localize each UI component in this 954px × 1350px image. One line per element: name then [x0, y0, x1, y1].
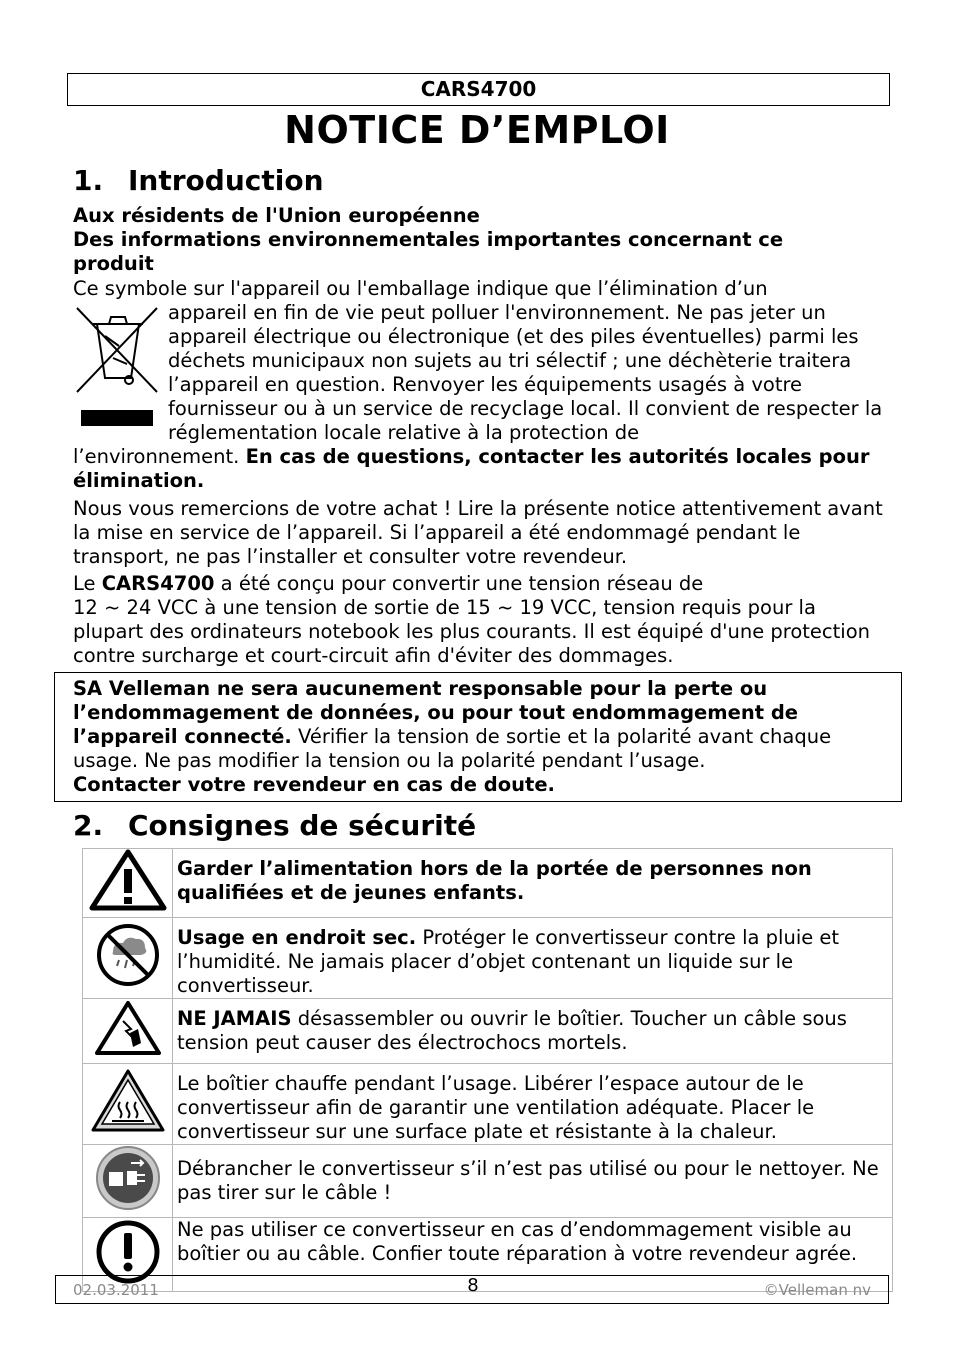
disclaimer-bold-2: Contacter votre revendeur en cas de doute. [73, 773, 555, 796]
thanks-paragraph: Nous vous remercions de votre achat ! Lire la présente notice attentivement avant la mise en service de l’appareil. Si l’appareil a été endommagé pendant le transport, ne pas l’installer et consulter votre revendeur. [73, 497, 883, 568]
safety-row [83, 1145, 893, 1218]
safety-text-cell [173, 918, 893, 999]
safety-bold: NE JAMAIS [177, 1007, 292, 1030]
safety-text-cell [173, 1064, 893, 1145]
safety-text-cell [173, 999, 893, 1064]
safety-table [82, 848, 893, 1292]
weee-end-bold: En cas de questions, contacter les autorités locales pour élimination. [73, 445, 870, 492]
section-heading-safety [73, 809, 476, 843]
safety-bold: Usage en endroit sec. [177, 926, 417, 949]
safety-text: désassembler ou ouvrir le boîtier. Toucher un câble sous tension peut causer des électrochocs mortels. [177, 1007, 847, 1054]
page-footer [55, 1275, 889, 1304]
safety-icon-cell [83, 1145, 173, 1218]
eu-heading-text: Aux résidents de l'Union européenne [73, 204, 480, 227]
weee-end-text: l’environnement. [73, 445, 240, 468]
disclaimer-text: Vérifier la tension de sortie et la polarité avant chaque usage. Ne pas modifier la tension ou la polarité pendant l’usage. [73, 725, 832, 772]
description-model: CARS4700 [101, 572, 215, 595]
safety-text-cell [173, 849, 893, 918]
description-prefix: Le [73, 572, 96, 595]
safety-icon-cell [83, 999, 173, 1064]
environment-heading [73, 228, 853, 276]
safety-icon-cell [83, 849, 173, 918]
page-number: 8 [467, 1275, 479, 1296]
safety-text: Protéger le convertisseur contre la pluie et l’humidité. Ne jamais placer d’objet contenant un liquide sur le convertisseur. [177, 926, 840, 997]
description-line1-text: a été conçu pour convertir une tension réseau de [220, 572, 704, 595]
warning-triangle-icon [89, 849, 167, 911]
disclaimer-bold-1: SA Velleman ne sera aucunement responsable pour la perte ou l’endommagement de données, ou pour tout endommagement de l’appareil connecté. [73, 677, 799, 748]
hot-surface-icon [90, 1068, 166, 1134]
section-number: 1. [73, 164, 104, 197]
description-rest: 12 ~ 24 VCC à une tension de sortie de 15 ~ 19 VCC, tension requis pour la plupart des ordinateurs notebook les plus courants. Il est équipé d'une protection contre surcharge et court-circuit afin d'éviter des dommages. [73, 596, 871, 667]
safety-text: Ne pas utiliser ce convertisseur en cas d’endommagement visible au boîtier ou au câble. Confier toute réparation à votre revendeur agrée. [177, 1218, 858, 1265]
disclaimer-box [54, 672, 902, 802]
section-title: Consignes de sécurité [128, 809, 477, 842]
weee-intro: Ce symbole sur l'appareil ou l'emballage indique que l’élimination d’un [73, 277, 768, 300]
unplug-icon [95, 1145, 161, 1211]
eu-heading [73, 204, 883, 228]
no-rain-icon [95, 922, 161, 988]
safety-row [83, 918, 893, 999]
safety-text: Le boîtier chauffe pendant l’usage. Libérer l’espace autour de le convertisseur afin de garantir une ventilation adéquate. Placer le convertisseur sur une surface plate et résistante à la chaleur. [177, 1072, 815, 1143]
crossed-bin-icon [75, 306, 159, 428]
safety-text: Débrancher le convertisseur s’il n’est pas utilisé ou pour le nettoyer. Ne pas tirer sur le câble ! [177, 1157, 879, 1204]
safety-row [83, 1064, 893, 1145]
safety-row [83, 999, 893, 1064]
section-heading-introduction [73, 164, 324, 198]
electric-shock-icon [93, 999, 163, 1057]
environment-heading-text: Des informations environnementales importantes concernant ce produit [73, 228, 784, 275]
description-line1 [73, 572, 883, 596]
safety-icon-cell [83, 918, 173, 999]
safety-icon-cell [83, 1064, 173, 1145]
safety-bold: Garder l’alimentation hors de la portée de personnes non qualifiées et de jeunes enfants. [177, 857, 812, 904]
safety-row [83, 849, 893, 918]
section-number: 2. [73, 809, 104, 842]
footer-copyright: ©Velleman nv [763, 1281, 871, 1299]
document-title: NOTICE D’EMPLOI [284, 108, 670, 152]
safety-text-cell [173, 1145, 893, 1218]
footer-date: 02.03.2011 [73, 1281, 159, 1299]
weee-end [73, 445, 883, 493]
weee-wrapped-text: appareil en fin de vie peut polluer l'environnement. Ne pas jeter un appareil électrique ou électronique (et des piles éventuelles) parmi les déchets municipaux non sujets au tri sélectif ; une déchèterie traitera l’appareil en question. Renvoyer les équipements usagés à votre fournisseur ou à un service de recyclage local. Il convient de respecter la réglementation locale relative à la protection de [168, 301, 883, 444]
section-title: Introduction [128, 164, 324, 197]
model-header: CARS4700 [67, 73, 890, 106]
